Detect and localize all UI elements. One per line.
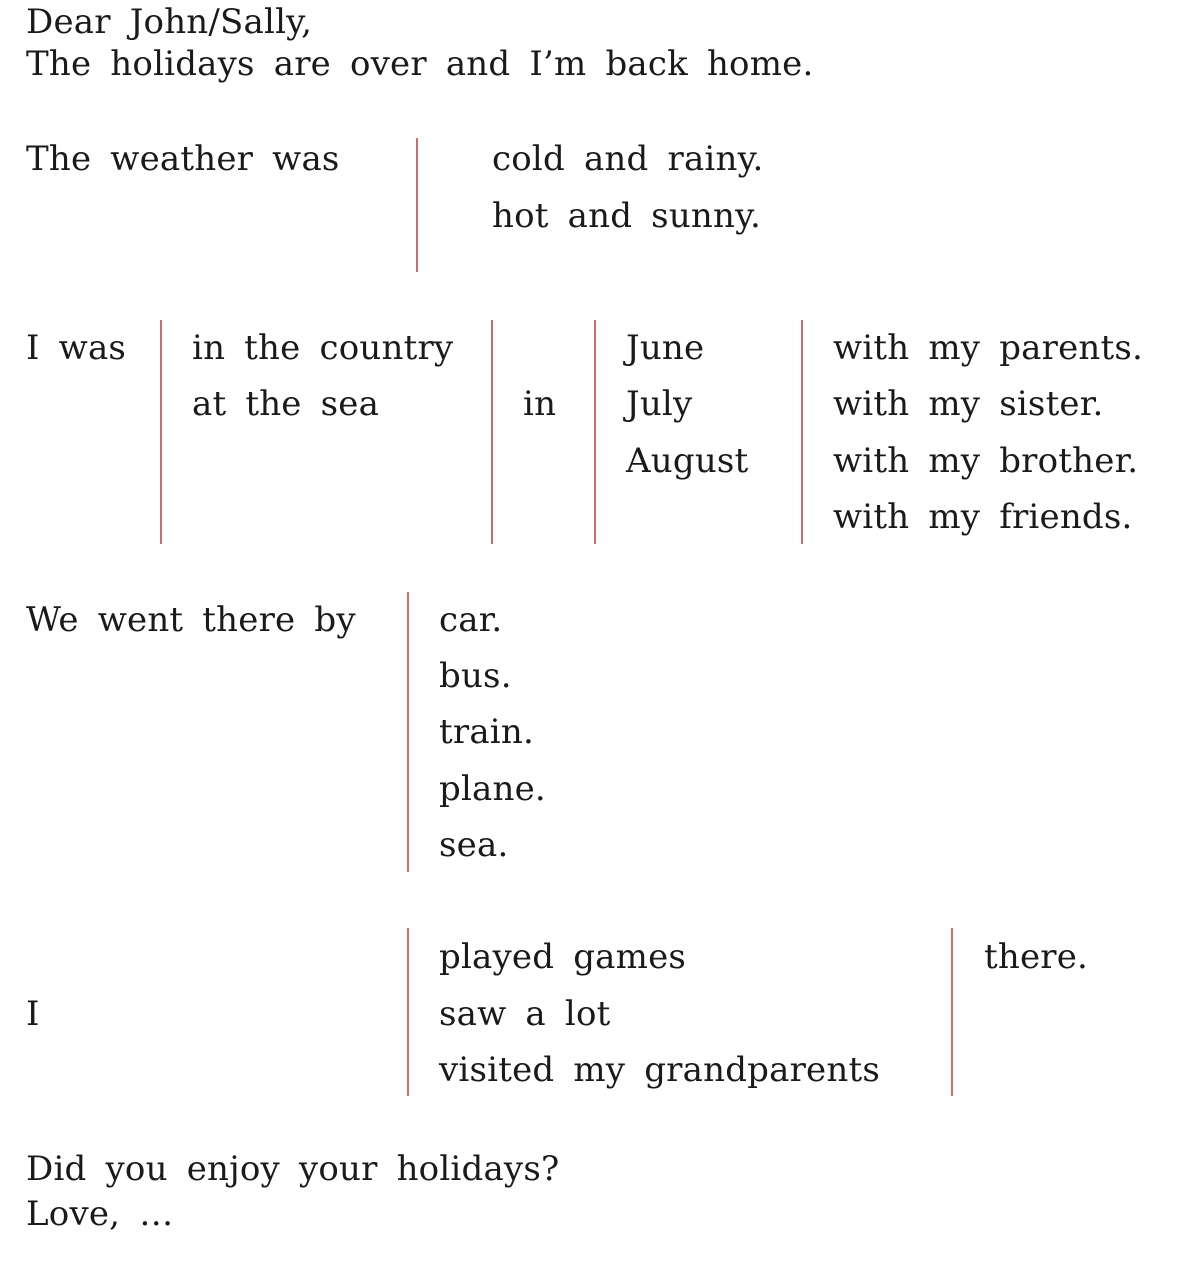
- transport-divider: [407, 592, 409, 872]
- signoff: Love, …: [26, 1194, 174, 1234]
- location-divider-2: [491, 320, 493, 544]
- companion-option: with my parents.: [833, 328, 1144, 368]
- location-divider-4: [801, 320, 803, 544]
- month-option: July: [626, 384, 693, 424]
- month-option: August: [626, 441, 749, 481]
- place-option: in the country: [192, 328, 454, 368]
- closing-question: Did you enjoy your holidays?: [26, 1149, 560, 1189]
- activity-option: played games: [439, 937, 687, 977]
- place-option: at the sea: [192, 384, 380, 424]
- activity-option: saw a lot: [439, 994, 611, 1034]
- weather-lead: The weather was: [26, 139, 340, 179]
- location-lead: I was: [26, 328, 127, 368]
- activities-divider-2: [951, 928, 953, 1096]
- month-option: June: [626, 328, 705, 368]
- weather-divider: [416, 138, 418, 272]
- intro-line: The holidays are over and I’m back home.: [26, 44, 814, 84]
- companion-option: with my friends.: [833, 497, 1133, 537]
- transport-option: train.: [439, 712, 534, 752]
- location-divider-1: [160, 320, 162, 544]
- companion-option: with my sister.: [833, 384, 1104, 424]
- location-divider-3: [594, 320, 596, 544]
- transport-option: car.: [439, 600, 503, 640]
- weather-option: hot and sunny.: [492, 196, 762, 236]
- greeting: Dear John/Sally,: [26, 2, 313, 42]
- companion-option: with my brother.: [833, 441, 1139, 481]
- activities-lead: I: [26, 994, 40, 1034]
- activities-divider-1: [407, 928, 409, 1096]
- activity-option: visited my grandparents: [439, 1050, 880, 1090]
- activity-ending: there.: [984, 937, 1089, 977]
- preposition-in: in: [523, 384, 557, 424]
- transport-option: bus.: [439, 656, 512, 696]
- transport-lead: We went there by: [26, 600, 356, 640]
- transport-option: sea.: [439, 825, 509, 865]
- weather-option: cold and rainy.: [492, 139, 764, 179]
- transport-option: plane.: [439, 769, 546, 809]
